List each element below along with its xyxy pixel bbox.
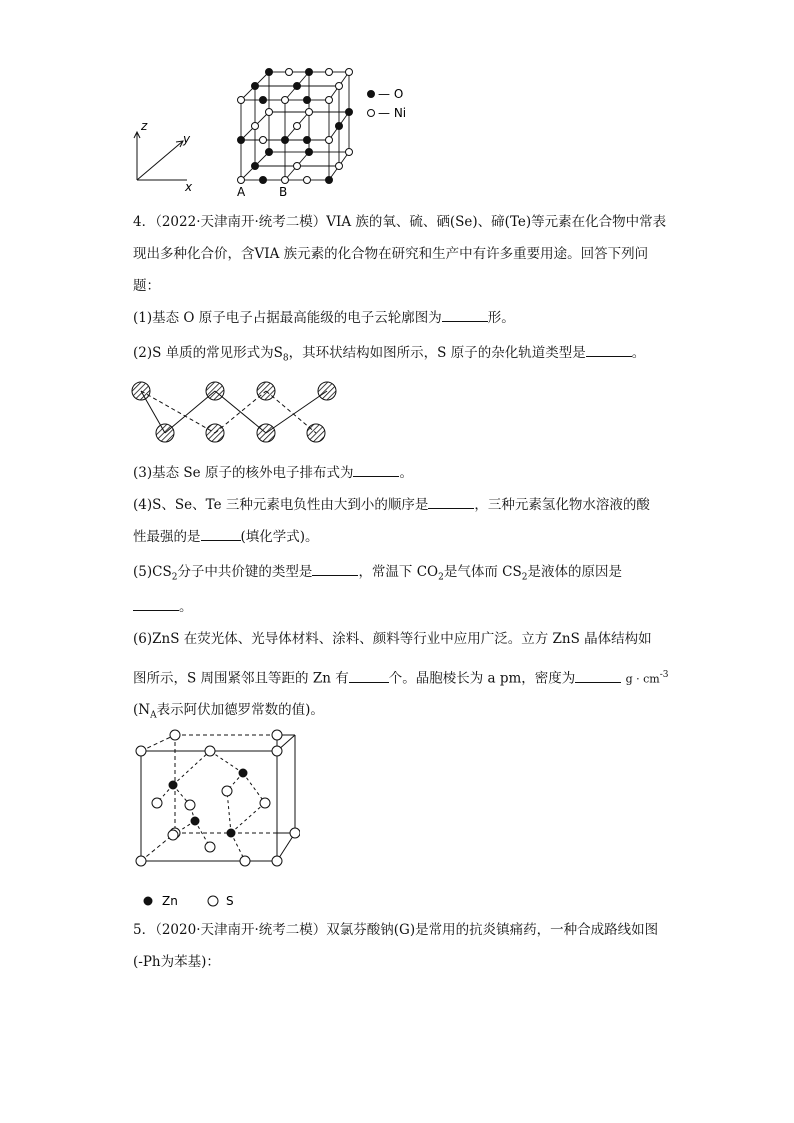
q4-part5-cont xyxy=(133,596,193,617)
q4-part4-text-c: 性最强的是 xyxy=(133,529,201,545)
q4-part5-text-b: 分子中共价键的类型是 xyxy=(177,564,313,580)
q4-intro-line-2: 现出多种化合价，含VIA 族元素的化合物在研究和生产中有许多重要用途。回答下列问 xyxy=(133,246,649,262)
q4-part6-sub: A xyxy=(150,710,157,721)
s-legend-icon xyxy=(208,896,218,906)
s8-ring-figure xyxy=(125,375,340,450)
zn-legend-icon xyxy=(144,897,152,905)
zns-legend xyxy=(140,892,260,910)
q4-part6-unit: g · cm xyxy=(625,672,660,686)
q4-part3-suffix: 。 xyxy=(399,465,413,481)
label-a: A xyxy=(237,185,246,199)
q4-part5-sub2: 2 xyxy=(438,572,444,583)
zn-legend-label: Zn xyxy=(162,894,178,908)
axis-diagram xyxy=(134,132,187,180)
answer-blank[interactable] xyxy=(428,494,474,509)
q4-part4-text-b: ，三种元素氢化物水溶液的酸 xyxy=(474,497,650,513)
q4-part3 xyxy=(133,462,413,483)
q4-part2-text-b: ，其环状结构如图所示，S 原子的杂化轨道类型是 xyxy=(288,345,586,361)
q4-part5 xyxy=(133,561,622,588)
q4-part1 xyxy=(133,307,515,328)
q4-part5-text-e: 是液体的原因是 xyxy=(527,564,622,580)
q4-part1-suffix: 形。 xyxy=(487,310,515,326)
q4-part2-subscript: 8 xyxy=(282,353,289,364)
q4-part5-sub1: 2 xyxy=(171,572,178,583)
q4-part4-text-d: (填化学式)。 xyxy=(240,529,319,545)
q4-part6-text-c: 个。晶胞棱长为 a pm，密度为 xyxy=(388,670,576,687)
zns-cube-lines xyxy=(141,735,295,861)
legend-o-label: — O xyxy=(378,87,404,101)
nio-lattice-figure xyxy=(125,60,425,200)
q4-part3-text: (3)基态 Se 原子的核外电子排布式为 xyxy=(133,465,354,481)
q4-part6-text-f: 表示阿伏加德罗常数的值)。 xyxy=(156,702,324,718)
axis-z-label: z xyxy=(141,119,148,133)
zns-atoms xyxy=(136,730,300,866)
answer-blank[interactable] xyxy=(133,596,179,611)
answer-blank[interactable] xyxy=(442,307,488,322)
answer-blank[interactable] xyxy=(586,342,632,357)
legend-ni-icon xyxy=(368,110,375,117)
legend-o-icon xyxy=(368,91,375,98)
q4-part6-text-b: 图所示，S 周围紧邻且等距的 Zn 有 xyxy=(133,670,349,687)
q4-part4 xyxy=(133,494,650,515)
q4-part6-text-e: (N xyxy=(133,702,151,718)
answer-blank[interactable] xyxy=(312,561,358,576)
q4-part2 xyxy=(133,342,645,369)
axis-y-label: y xyxy=(183,132,191,146)
q5-intro-line-2: (-Ph为苯基)： xyxy=(133,954,220,970)
nio-atoms xyxy=(238,69,353,184)
label-b: B xyxy=(279,185,288,199)
q4-intro-line-3: 题： xyxy=(133,278,160,294)
q4-part4-cont xyxy=(133,526,319,547)
answer-blank[interactable] xyxy=(575,668,621,683)
q5-intro-line-1: 5．（2020·天津南开·统考二模）双氯芬酸钠(G)是常用的抗炎镇痛药，一种合成路线如图 xyxy=(133,922,659,938)
q4-part6-sup: -3 xyxy=(659,670,669,680)
q4-part6-line-2 xyxy=(133,665,668,690)
q4-part5-text-d: 是气体而 CS xyxy=(443,564,522,580)
answer-blank[interactable] xyxy=(201,526,241,541)
q4-part6-line-3 xyxy=(133,700,324,726)
q4-part2-text: (2)S 单质的常见形式为S xyxy=(133,345,283,361)
axis-x-label: x xyxy=(185,180,193,194)
zns-cell-figure xyxy=(125,723,300,873)
q4-part6-line-1: (6)ZnS 在荧光体、光导体材料、涂料、颜料等行业中应用广泛。立方 ZnS 晶体结构如 xyxy=(133,631,652,647)
q4-part5-sub3: 2 xyxy=(521,572,528,583)
q4-part5-text: (5)CS xyxy=(133,564,172,580)
q4-part4-text: (4)S、Se、Te 三种元素电负性由大到小的顺序是 xyxy=(133,497,429,513)
q4-part2-suffix: 。 xyxy=(631,345,646,361)
s8-atoms xyxy=(132,382,336,442)
q4-part1-text: (1)基态 O 原子电子占据最高能级的电子云轮廓图为 xyxy=(133,310,442,326)
s-legend-label: S xyxy=(226,894,234,908)
answer-blank[interactable] xyxy=(353,462,399,477)
q4-part5-suffix: 。 xyxy=(179,599,193,615)
legend-ni-label: — Ni xyxy=(378,106,407,120)
q4-part5-text-c: ，常温下 CO xyxy=(358,564,439,580)
q4-intro-line-1: 4．（2022·天津南开·统考二模）VIA 族的氧、硫、硒(Se)、碲(Te)等元素在化合物中常表 xyxy=(133,214,667,230)
answer-blank[interactable] xyxy=(349,668,389,683)
